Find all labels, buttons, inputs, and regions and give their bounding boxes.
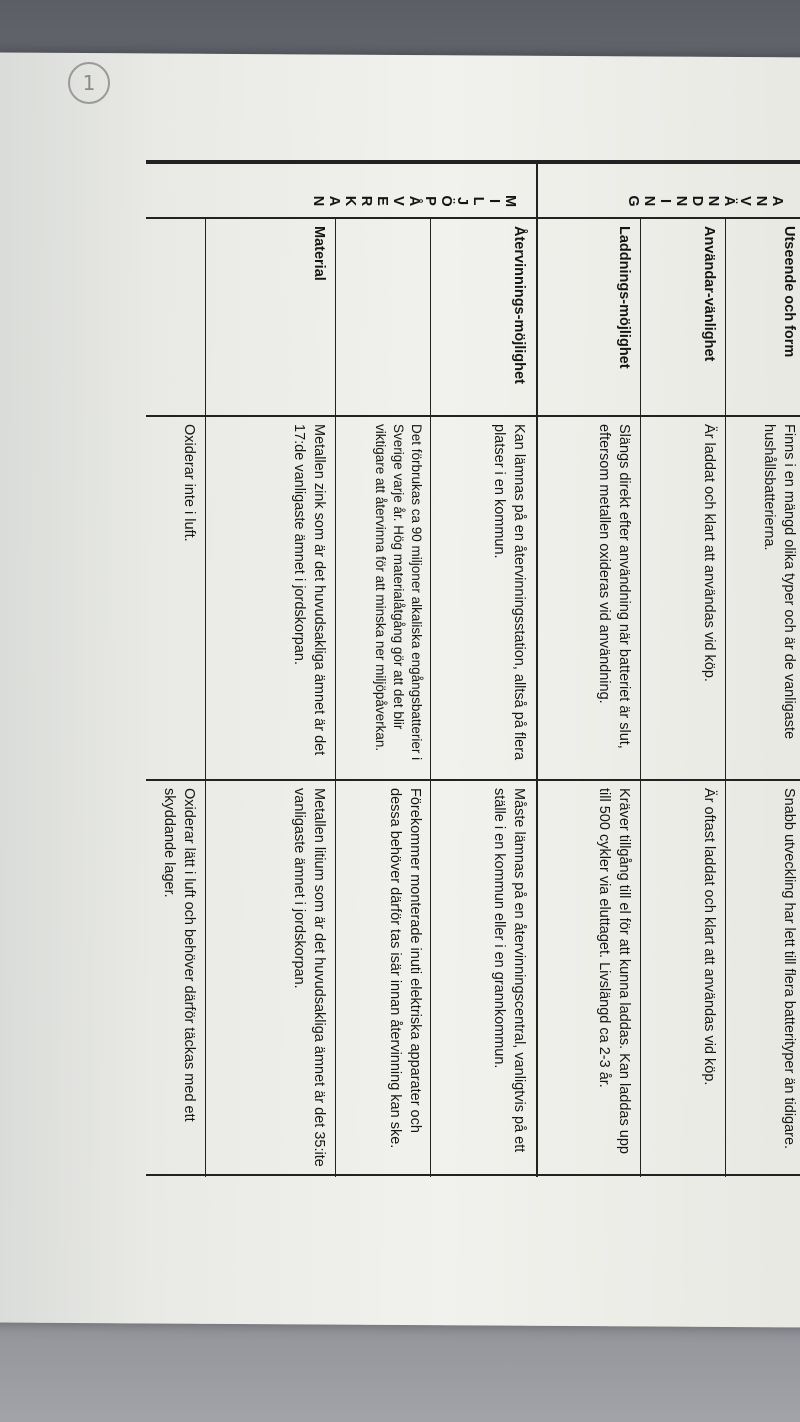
cell-oxidation-col2: Oxiderar lätt i luft och behöver därför täckas med ett skyddande lager. [161, 788, 197, 1122]
cell-anvandarvanlighet-col2: Är oftast laddat och klart att användas vid köp. [701, 788, 717, 1086]
cell-material-col2: Metallen litium som är det huvudsakliga ämnet är det 35:ite vanligaste ämnet i jordskorpan. [291, 788, 327, 1167]
comparison-table [146, 160, 800, 1177]
row-label-anvandarvanlighet: Användar-vänlighet [701, 226, 717, 362]
handwritten-circled-number: 1 [68, 62, 110, 104]
row-label-atervinning: Återvinnings-möjlighet [511, 226, 527, 384]
section-label-anvandning: ANVÄNDNING [625, 193, 785, 209]
cell-material-col1: Metallen zink som är det huvudsakliga ämnet är det 17:de vanligaste ämnet i jordskorpan. [291, 424, 327, 756]
cell-anvandarvanlighet-col1: Är laddat och klart att användas vid köp. [701, 424, 717, 682]
cell-oxidation-col1: Oxiderar inte i luft. [181, 424, 197, 542]
cell-laddning-col1: Slängs direkt efter användning när batteriet är slut, eftersom metallen oxideras vid användning. [596, 424, 632, 749]
rotated-document [148, 160, 800, 1175]
cell-utseende-col2: Snabb utveckling har lett till flera batterityper än tidigare. [781, 788, 797, 1150]
cell-atervinning-col1: Kan lämnas på en återvinningsstation, alltså på flera platser i en kommun. [491, 424, 527, 761]
cell-forbrukning-col1: Det förbrukas ca 90 miljoner alkaliska engångsbatterier i Sverige varje år. Hög materialåtgång gör att det blir viktigare att återvinna för att minska ner miljöpåverkan. [373, 424, 424, 761]
cell-atervinning-col2: Måste lämnas på en återvinningscentral, vanligtvis på ett ställe i en kommun eller i en grannkommun. [491, 788, 527, 1153]
cell-forbrukning-col2: Förekommer monterade inuti elektriska apparater och dessa behöver därför tas isär innan återvinning kan ske. [387, 788, 423, 1149]
cell-laddning-col2: Kräver tillgång till el för att kunna laddas. Kan laddas upp till 500 cykler via eluttaget. Livslängd ca 2-3 år. [596, 788, 632, 1154]
section-label-miljopaverkan: MILJÖPÅVERKAN [310, 193, 518, 209]
row-label-material: Material [311, 226, 327, 281]
cell-utseende-col1: Finns i en mängd olika typer och är de vanligaste hushållsbatterierna. [761, 424, 797, 740]
row-label-laddning: Laddnings-möjlighet [616, 226, 632, 369]
row-label-utseende: Utseende och form [781, 226, 797, 358]
